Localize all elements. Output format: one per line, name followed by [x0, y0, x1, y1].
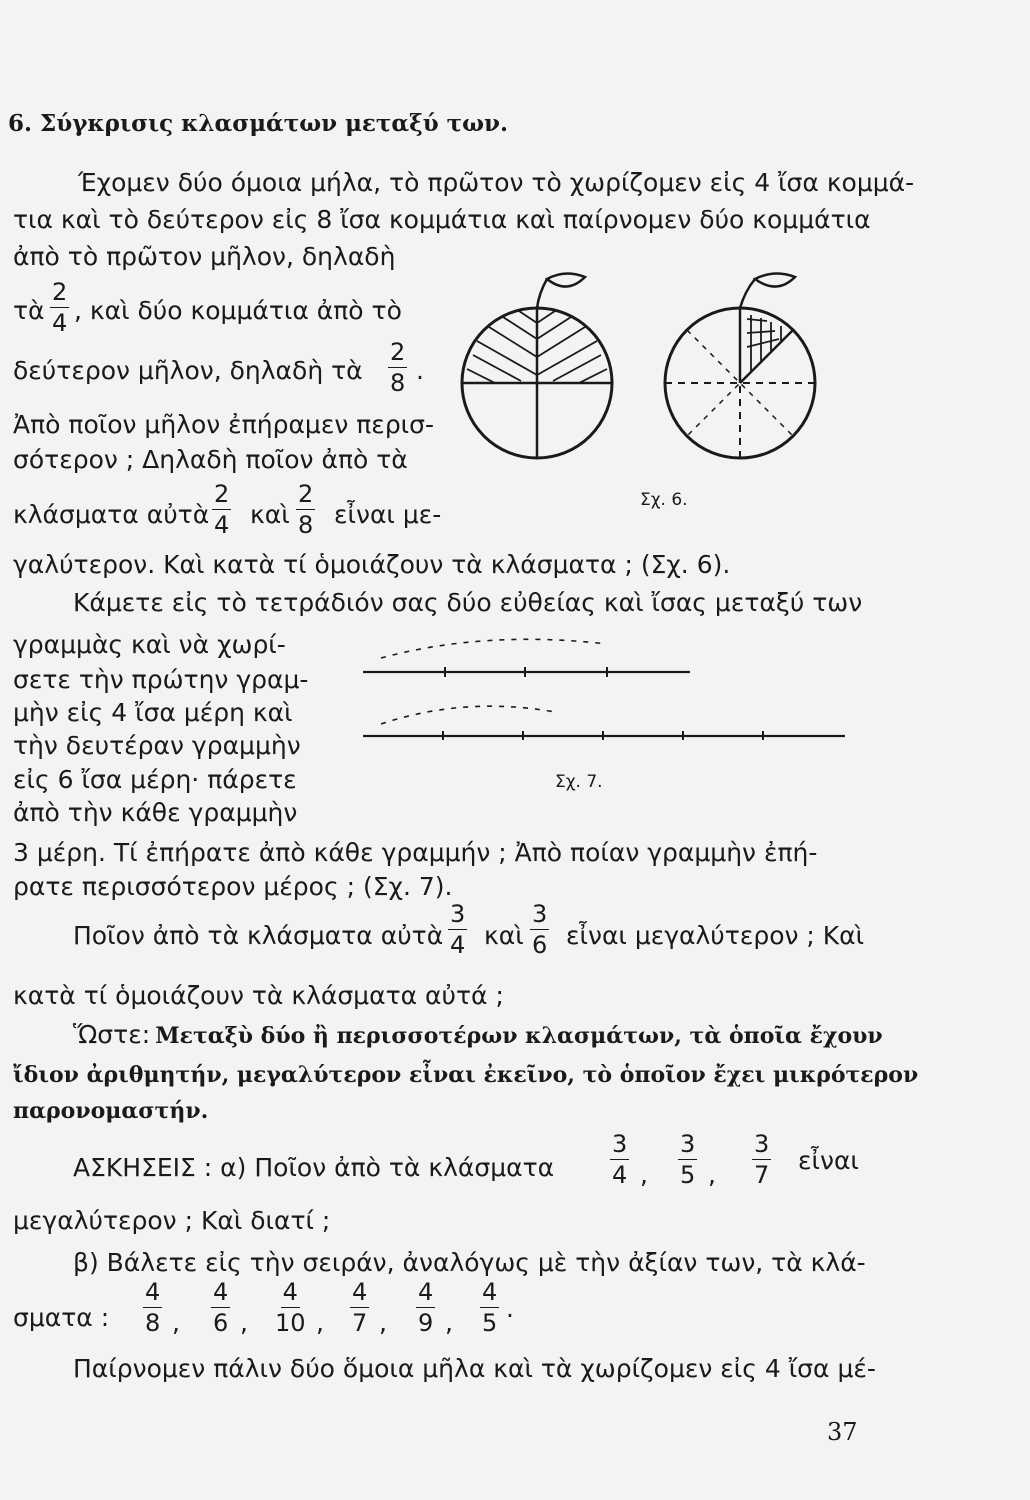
rule-line-2: ἴδιον ἀριθμητήν, μεγαλύτερον εἶναι ἐκεῖνο, τὸ ὁποῖον ἔχει μικρότερον: [13, 1062, 919, 1088]
para1-line-9: γαλύτερον. Καὶ κατὰ τί ὁμοιάζουν τὰ κλάσματα ; (Σχ. 6).: [13, 550, 731, 579]
separator: ,: [240, 1308, 248, 1337]
denominator: 4: [450, 931, 466, 959]
para1-line-6: Ἀπὸ ποῖον μῆλον ἐπήραμεν περισ-: [13, 410, 435, 439]
figure-6-apples: [455, 255, 835, 505]
page-number: 37: [827, 1418, 858, 1446]
para1-line-4b: , καὶ δύο κομμάτια ἀπὸ τὸ: [74, 296, 402, 325]
last-line: Παίρνομεν πάλιν δύο ὅμοια μῆλα καὶ τὰ χωρίζομεν εἰς 4 ἴσα μέ-: [73, 1354, 876, 1383]
numerator: 2: [214, 480, 230, 508]
para2-line-11: κατὰ τί ὁμοιάζουν τὰ κλάσματα αὐτά ;: [13, 981, 504, 1010]
denominator: 10: [275, 1309, 306, 1337]
numerator: 3: [754, 1130, 770, 1158]
fraction: [296, 482, 315, 537]
fraction: [350, 1280, 369, 1335]
para1-line-1: Έχομεν δύο όμοια μήλα, τὸ πρῶτον τὸ χωρίζομεν εἰς 4 ἴσα κομμά-: [78, 168, 915, 197]
fraction: [610, 1132, 629, 1187]
denominator: 8: [390, 369, 406, 397]
fraction: [752, 1132, 771, 1187]
period: .: [506, 1294, 514, 1323]
period: .: [416, 356, 424, 385]
para2-line-5: τὴν δευτέραν γραμμὴν: [13, 731, 301, 760]
apple-2: [665, 273, 815, 458]
exercise-b-line-1: β) Βάλετε εἰς τὴν σειράν, ἀναλόγως μὲ τὴν ἀξίαν των, τὰ κλά-: [73, 1248, 866, 1277]
separator: ,: [316, 1308, 324, 1337]
denominator: 7: [754, 1161, 770, 1189]
fraction: [530, 902, 549, 957]
denominator: 4: [52, 309, 68, 337]
fraction: [416, 1280, 435, 1335]
rule-line-3: παρονομαστήν.: [13, 1098, 209, 1124]
denominator: 8: [298, 511, 314, 539]
para2-line-2: γραμμὰς καὶ νὰ χωρί-: [13, 630, 286, 659]
fraction: [275, 1280, 306, 1335]
para2-line-7: ἀπὸ τὴν κάθε γραμμὴν: [13, 798, 298, 827]
para2-line-1: Κάμετε εἰς τὸ τετράδιόν σας δύο εὐθείας καὶ ἴσας μεταξύ των: [73, 588, 863, 617]
fraction: [678, 1132, 697, 1187]
denominator: 7: [352, 1309, 368, 1337]
para2-line-4: μὴν εἰς 4 ἴσα μέρη καὶ: [13, 698, 293, 727]
numerator: 4: [482, 1278, 498, 1306]
numerator: 4: [213, 1278, 229, 1306]
para2-line-10c: εἶναι μεγαλύτερον ; Καὶ: [566, 921, 865, 950]
denominator: 4: [612, 1161, 628, 1189]
para2-line-10a: Ποῖον ἀπὸ τὰ κλάσματα αὐτὰ: [73, 921, 444, 950]
fraction: [480, 1280, 499, 1335]
numerator: 3: [450, 900, 466, 928]
figure-6-caption: Σχ. 6.: [640, 490, 688, 510]
separator: ,: [708, 1160, 716, 1189]
separator: ,: [172, 1308, 180, 1337]
rule-line-1: [73, 1022, 883, 1049]
numerator: 3: [532, 900, 548, 928]
para1-line-4a: τὰ: [13, 296, 45, 325]
numerator: 2: [52, 278, 68, 306]
para1-line-8c: εἶναι με-: [334, 500, 442, 529]
fraction: [448, 902, 467, 957]
para1-line-2: τια καὶ τὸ δεύτερον εἰς 8 ἴσα κομμάτια καὶ παίρνομεν δύο κομμάτια: [13, 205, 871, 234]
numerator: 2: [298, 480, 314, 508]
para1-line-3: ἀπὸ τὸ πρῶτον μῆλον, δηλαδὴ: [13, 242, 396, 271]
para1-line-8b: καὶ: [250, 500, 290, 529]
denominator: 6: [532, 931, 548, 959]
fraction: [143, 1280, 162, 1335]
numerator: 4: [418, 1278, 434, 1306]
apple-1: [462, 273, 612, 458]
para2-line-6: εἰς 6 ἴσα μέρη· πάρετε: [13, 765, 297, 794]
numerator: 3: [612, 1130, 628, 1158]
numerator: 4: [352, 1278, 368, 1306]
para1-line-7: σότερον ; Δηλαδὴ ποῖον ἀπὸ τὰ: [13, 445, 408, 474]
separator: ,: [445, 1308, 453, 1337]
fraction: [211, 1280, 230, 1335]
denominator: 8: [145, 1309, 161, 1337]
para2-line-10b: καὶ: [484, 921, 524, 950]
fraction: [50, 280, 69, 335]
numerator: 3: [680, 1130, 696, 1158]
exercise-a-line-2: μεγαλύτερον ; Καὶ διατί ;: [13, 1206, 331, 1235]
figure-7-caption: Σχ. 7.: [555, 772, 603, 792]
fraction: [388, 340, 407, 395]
separator: ,: [640, 1160, 648, 1189]
rule-text-1: Μεταξὺ δύο ἢ περισσοτέρων κλασμάτων, τὰ ὁποῖα ἔχουν: [155, 1023, 883, 1049]
exercise-a-end: εἶναι: [798, 1146, 859, 1175]
para1-line-5: δεύτερον μῆλον, δηλαδὴ τὰ: [13, 356, 363, 385]
separator: ,: [379, 1308, 387, 1337]
exercise-a-line-1: ΑΣΚΗΣΕΙΣ : α) Ποῖον ἀπὸ τὰ κλάσματα: [73, 1153, 555, 1182]
numerator: 2: [390, 338, 406, 366]
exercise-b-line-2: σματα :: [13, 1303, 110, 1332]
para2-line-9: ρατε περισσότερον μέρος ; (Σχ. 7).: [13, 872, 453, 901]
denominator: 6: [213, 1309, 229, 1337]
denominator: 5: [680, 1161, 696, 1189]
numerator: 4: [145, 1278, 161, 1306]
section-title: 6. Σύγκρισις κλασμάτων μεταξύ των.: [8, 110, 509, 137]
fraction: [212, 482, 231, 537]
denominator: 9: [418, 1309, 434, 1337]
para2-line-3: σετε τὴν πρώτην γραμ-: [13, 665, 309, 694]
denominator: 5: [482, 1309, 498, 1337]
numerator: 4: [282, 1278, 298, 1306]
para1-line-8a: κλάσματα αὐτὰ: [13, 500, 210, 529]
figure-7-lines: [345, 630, 845, 740]
para2-line-8: 3 μέρη. Τί ἐπήρατε ἀπὸ κάθε γραμμήν ; Ἀπὸ ποίαν γραμμὴν ἐπή-: [13, 838, 818, 867]
denominator: 4: [214, 511, 230, 539]
rule-prefix: Ὥστε:: [73, 1020, 151, 1049]
